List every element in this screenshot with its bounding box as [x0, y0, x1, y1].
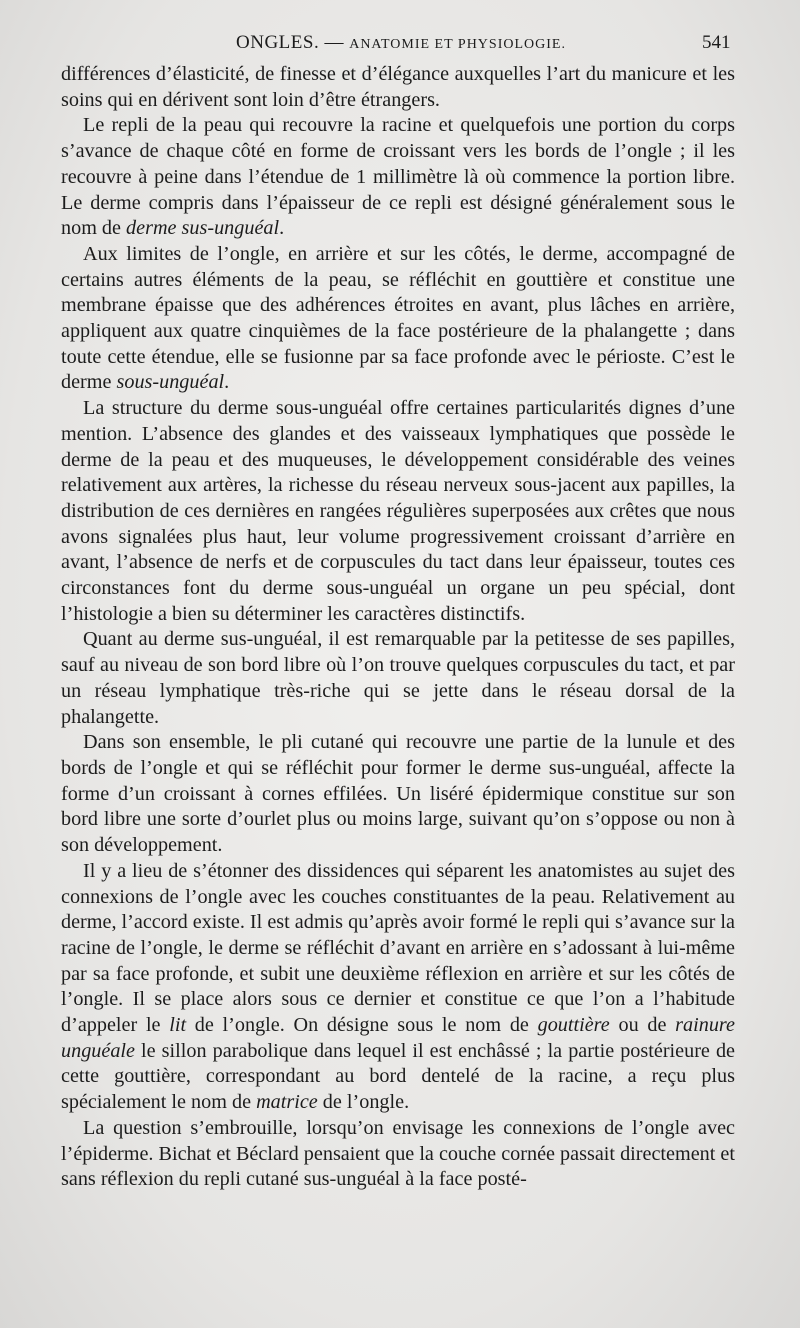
text-run: Aux limites de l’ongle, en arrière et sur les côtés, le derme, accompagné de certains autres éléments de la peau, se réfléchit en gouttière et constitue une membrane épaisse que des adhérences étroites en avant, plus lâches en arrière, appliquent aux quatre cinquièmes de la face postérieure de la phalangette ; dans toute cette étendue, elle se fusionne par sa face profonde avec le périoste. C’est le derme — [61, 242, 735, 394]
page-header — [0, 26, 800, 62]
text-run: . — [224, 371, 230, 394]
running-head — [236, 32, 566, 54]
text-run: La question s’embrouille, lorsqu’on envisage les connexions de l’ongle avec l’épiderme. Bichat et Béclard pensaient que la couche cornée passait directement et sans réflexion du repli cutané sus-unguéal à la face posté- — [61, 1116, 735, 1191]
paragraph — [61, 627, 735, 730]
text-run: Le repli de la peau qui recouvre la racine et quelquefois une portion du corps s’avance de chaque côté en forme de croissant vers les bords de l’ongle ; il les recouvre à peine dans l’étendue de 1 millimètre là où commence la portion libre. Le derme compris dans l’épaisseur de ce repli est désigné généralement sous le nom de — [61, 114, 735, 240]
italic-term: sous-unguéal — [116, 371, 225, 394]
body-text — [61, 62, 735, 1193]
page-number: 541 — [702, 32, 731, 53]
text-run: le sillon parabolique dans lequel il est enchâssé ; la partie postérieure de cette gouttière, correspondant au bord dentelé de la racine, a reçu plus spécialement le nom de — [61, 1039, 735, 1114]
paragraph — [61, 1116, 735, 1193]
text-run: . — [279, 217, 285, 240]
text-run: différences d’élasticité, de finesse et d’élégance auxquelles l’art du manicure et les soins qui en dérivent sont loin d’être étrangers. — [61, 63, 735, 111]
text-run: Dans son ensemble, le pli cutané qui recouvre une partie de la lunule et des bords de l’ongle et qui se réfléchit pour former le derme sus-unguéal, affecte la forme d’un croissant à cornes effilées. Un liséré épidermique constitue sur son bord libre une sorte d’ourlet plus ou moins large, suivant qu’on s’oppose ou non à son développement. — [61, 731, 735, 857]
text-run: La structure du derme sous-unguéal offre certaines particularités dignes d’une mention. L’absence des glandes et des vaisseaux lymphatiques que possède le derme de la peau et des muqueuses, le développement considérable des veines relativement aux artères, la richesse du réseau nerveux sous-jacent aux papilles, la distribution de ces dernières en rangées régulières superposées aux crêtes que nous avons signalées plus haut, leur volume progressivement croissant d’arrière en avant, l’absence de nerfs et de corpuscules du tact dans leur épaisseur, toutes ces circonstances font du derme sous-unguéal un organe un peu spécial, dont l’histologie a bien su déterminer les caractères distinctifs. — [61, 397, 735, 625]
italic-term: gouttière — [537, 1014, 610, 1037]
text-run: de l’ongle. On désigne sous le nom de — [186, 1014, 538, 1037]
running-head-dash: — — [324, 32, 344, 53]
text-run: ou de — [609, 1014, 676, 1037]
paragraph — [61, 859, 735, 1116]
running-head-title: ONGLES. — [236, 32, 320, 53]
text-run: Il y a lieu de s’étonner des dissidences qui séparent les anatomistes au sujet des connexions de l’ongle avec les couches constituantes de la peau. Relativement au derme, l’accord existe. Il est admis qu’après avoir formé le repli qui s’avance sur la racine de l’ongle, le derme se réfléchit d’avant en arrière en s’adossant à lui-même par sa face profonde, et subit une deuxième réflexion en arrière et sur les côtés de l’ongle. Il se place alors sous ce dernier et constitue ce que l’on a l’habitude d’appeler le — [61, 859, 735, 1037]
italic-term: lit — [169, 1014, 187, 1037]
paragraph — [61, 396, 735, 627]
italic-term: rainure unguéale — [61, 1014, 735, 1062]
text-run: Quant au derme sus-unguéal, il est remarquable par la petitesse de ses papilles, sauf au niveau de son bord libre où l’on trouve quelques corpuscules du tact, et par un réseau lymphatique très-riche qui se jette dans le réseau dorsal de la phalangette. — [61, 628, 735, 728]
paragraph — [61, 113, 735, 242]
paragraph — [61, 62, 735, 113]
text-run: de l’ongle. — [317, 1091, 410, 1114]
italic-term: derme sus-unguéal — [126, 217, 280, 240]
paragraph — [61, 242, 735, 396]
paragraph — [61, 730, 735, 859]
running-head-section: ANATOMIE ET PHYSIOLOGIE. — [349, 37, 566, 52]
italic-term: matrice — [256, 1091, 318, 1114]
